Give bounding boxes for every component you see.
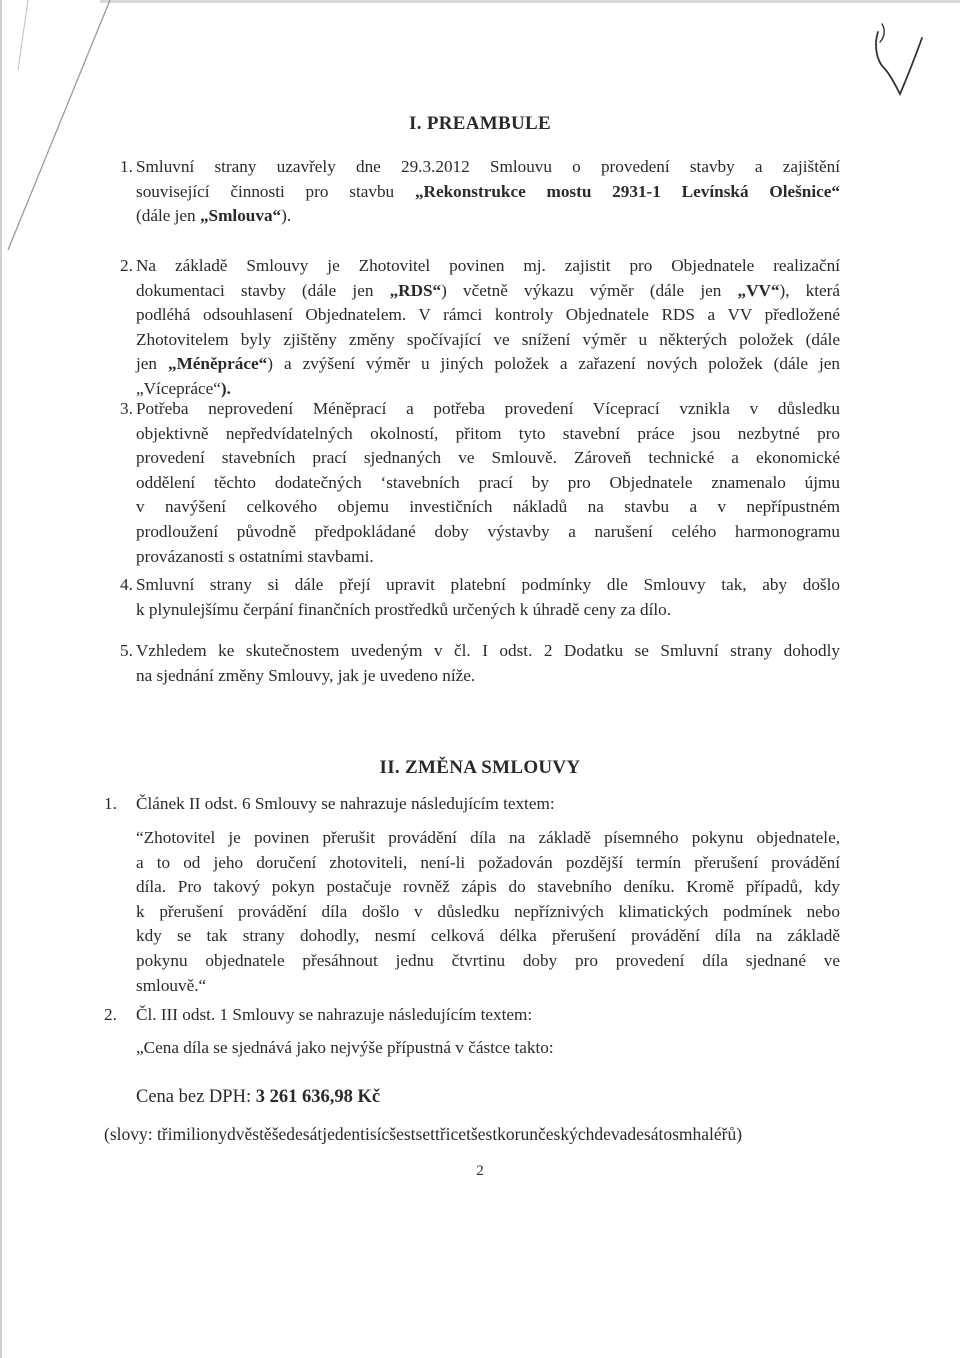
preamble-item-text xyxy=(136,254,840,402)
preamble-item-text xyxy=(136,397,840,569)
text-line: Vzhledem ke skutečnostem uvedeným v čl. I odst. 2 Dodatku se Smluvní strany dohodly xyxy=(136,641,840,660)
text-line: kdy se tak strany dohodly, nesmí celková délka přerušení provádění díla na základě xyxy=(136,926,840,946)
text-line: podléhá odsouhlasení Objednatelem. V rámci kontroly Objednatele RDS a VV předložené xyxy=(136,305,840,325)
preamble-item-text xyxy=(136,639,840,688)
price-value: 3 261 636,98 Kč xyxy=(255,1087,381,1107)
text-line: “Zhotovitel je povinen přerušit provádění díla na základě písemného pokynu objednatele, xyxy=(136,828,840,847)
text-line: Smluvní strany uzavřely dne 29.3.2012 Smlouvu o provedení stavby a zajištění xyxy=(136,157,840,176)
section-heading-change: II. ZMĚNA SMLOUVY xyxy=(379,757,581,778)
change-item-number: 1. xyxy=(104,794,117,813)
text-line: Potřeba neprovedení Méněprací a potřeba provedení Víceprací vznikla v důsledku xyxy=(136,399,840,418)
text-line: provázanosti s ostatními stavbami. xyxy=(136,546,374,566)
preamble-item-text xyxy=(136,573,840,622)
change-item-number: 2. xyxy=(104,1005,117,1024)
price-line xyxy=(136,1087,380,1108)
text-line: a to od jeho doručení zhotoviteli, není-li požadován pozdější termín přerušení provádění xyxy=(136,852,840,872)
preamble-item-number: 2. xyxy=(120,256,133,275)
price-in-words: (slovy: třimilionydvěstěšedesátjedentisícšestsettřicetšestkorunčeskýchdevadesátosmhaléřů) xyxy=(104,1124,743,1144)
change-item-intro: Článek II odst. 6 Smlouvy se nahrazuje následujícím textem: xyxy=(136,794,555,813)
text-line: v navýšení celkového objemu investičních nákladů na stavbu a v nepřípustném xyxy=(136,497,840,517)
text-line: (dále jen „Smlouva“). xyxy=(136,206,292,226)
price-label: Cena bez DPH: xyxy=(136,1087,252,1107)
text-line: díla. Pro takový pokyn postačuje rovněž zápis do stavebního deníku. Kromě případů, kdy xyxy=(136,877,840,897)
text-line: pokynu objednatele přesáhnout jednu čtvrtinu doby pro provedení díla sjednané ve xyxy=(136,950,840,970)
text-line: Na základě Smlouvy je Zhotovitel povinen mj. zajistit pro Objednatele realizační xyxy=(136,256,840,275)
preamble-item-text xyxy=(136,155,840,229)
replacement-text-article-iii: „Cena díla se sjednává jako nejvýše přípustná v částce takto: xyxy=(136,1038,554,1057)
text-line: oddělení těchto dodatečných ‘stavebních prací by pro Objednatele znamenalo újmu xyxy=(136,472,840,492)
text-line: prodloužení původně předpokládané doby výstavby a narušení celého harmonogramu xyxy=(136,521,840,541)
handwritten-initial xyxy=(870,20,930,100)
text-line: Smluvní strany si dále přejí upravit platební podmínky dle Smlouvy tak, aby došlo xyxy=(136,575,840,594)
text-line: „Vícepráce“). xyxy=(136,378,231,398)
text-line: dokumentaci stavby (dále jen „RDS“) včetně výkazu výměr (dále jen „VV“), která xyxy=(136,280,841,300)
text-line: na sjednání změny Smlouvy, jak je uvedeno níže. xyxy=(136,665,476,685)
text-line: související činnosti pro stavbu „Rekonstrukce mostu 2931-1 Levínská Olešnice“ xyxy=(136,181,840,201)
text-line: k plynulejšímu čerpání finančních prostředků určených k úhradě ceny za dílo. xyxy=(136,599,672,619)
text-line: Zhotovitelem byly zjištěny změny spočívající ve snížení výměr u některých položek (dále xyxy=(136,329,840,349)
text-line: provedení stavebních prací sjednaných ve Smlouvě. Zároveň technické a ekonomické xyxy=(136,448,840,468)
scan-edge-top xyxy=(100,0,960,3)
text-line: objektivně nepředvídatelných okolností, přitom tyto stavební práce jsou nezbytné pro xyxy=(136,423,840,443)
page-number: 2 xyxy=(476,1163,484,1179)
preamble-item-number: 4. xyxy=(120,575,133,594)
text-line: k přerušení provádění díla došlo v důsledku nepříznivých klimatických podmínek nebo xyxy=(136,901,840,921)
change-item-intro: Čl. III odst. 1 Smlouvy se nahrazuje následujícím textem: xyxy=(136,1005,533,1024)
replacement-text-article-ii xyxy=(136,826,840,998)
preamble-item-number: 5. xyxy=(120,641,133,660)
preamble-item-number: 3. xyxy=(120,399,133,418)
section-heading-preamble: I. PREAMBULE xyxy=(409,113,551,134)
preamble-item-number: 1. xyxy=(120,157,133,176)
text-line: jen „Méněpráce“) a zvýšení výměr u jiných položek a zařazení nových položek (dále jen xyxy=(136,354,840,374)
text-line: smlouvě.“ xyxy=(136,975,207,995)
